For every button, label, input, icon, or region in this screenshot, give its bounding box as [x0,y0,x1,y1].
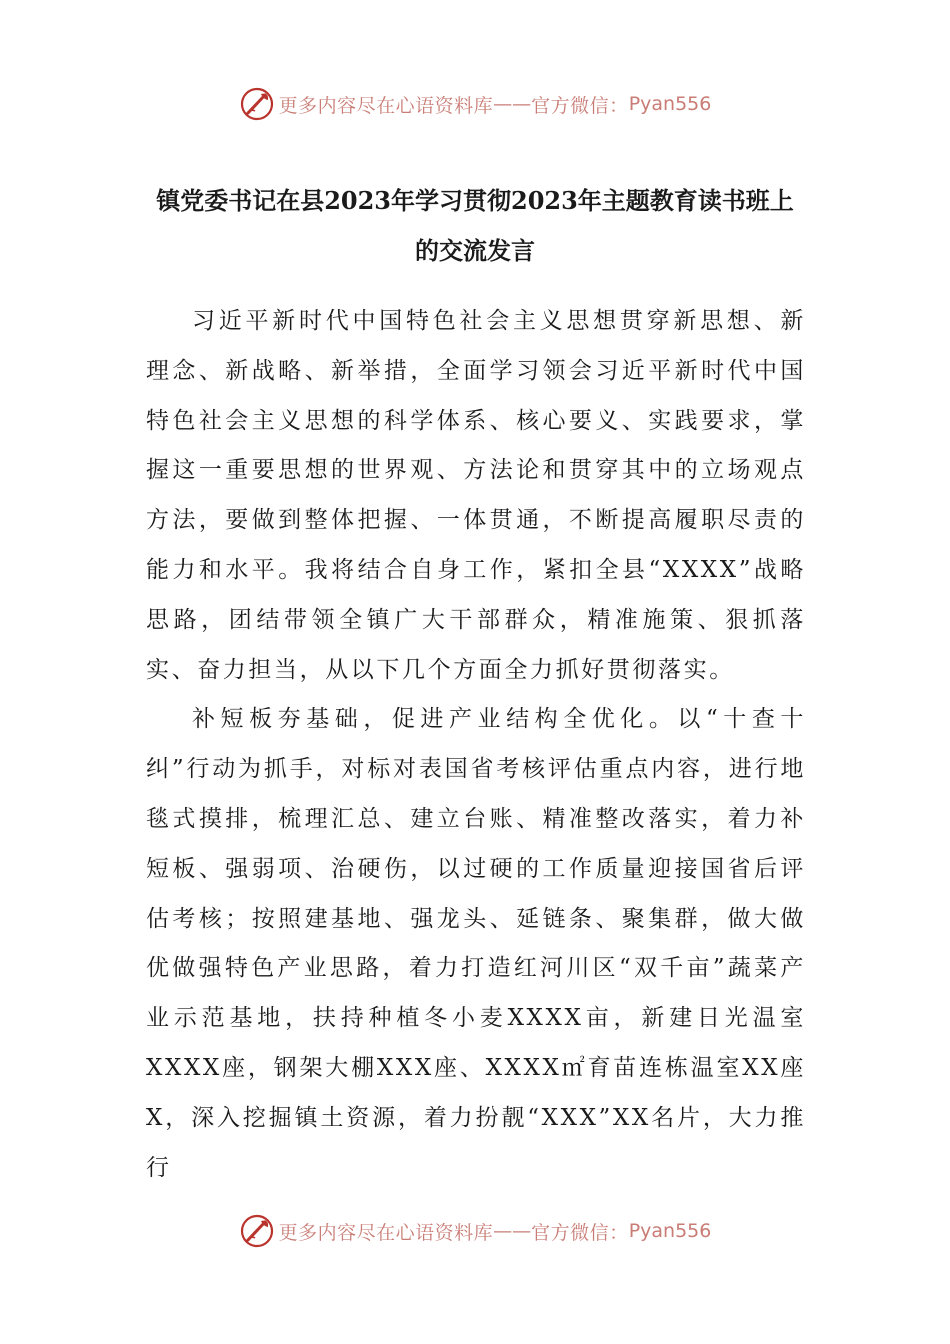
footer-banner [0,1209,950,1253]
document-body [146,297,806,1193]
footer-banner-content [239,1213,712,1249]
document-title-line1: 镇党委书记在县2023年学习贯彻2023年主题教育读书班上 [156,186,794,215]
quill-logo-icon [239,1213,275,1249]
header-banner-dash: —— [493,93,532,115]
footer-banner-dash: —— [493,1220,532,1242]
body-paragraph: 补短板夯基础，促进产业结构全优化。以“十查十纠”行动为抓手，对标对表国省考核评估重点内容，进行地毯式摸排，梳理汇总、建立台账、精准整改落实，着力补短板、强弱项、治硬伤，以过硬的工作质量迎接国省后评估考核；按照建基地、强龙头、延链条、聚集群，做大做优做强特色产业思路，着力打造红河川区“双千亩”蔬菜产业示范基地，扶持种植冬小麦XXXX亩，新建日光温室XXXX座，钢架大棚XXX座、XXXX㎡育苗连栋温室XX座X，深入挖掘镇土资源，着力扮靓“XXX”XX名片，大力推行 [146,706,806,1181]
quill-logo-icon [239,86,275,122]
header-banner-content [239,86,712,122]
document-title [140,176,810,276]
header-banner [0,82,950,126]
header-wechat-label: 官方微信： [531,94,629,117]
footer-banner-text: 更多内容尽在心语资料库 [278,1221,494,1244]
document-title-line2: 的交流发言 [415,236,535,265]
header-banner-text: 更多内容尽在心语资料库 [278,94,494,117]
footer-wechat-label: 官方微信： [531,1221,629,1244]
footer-wechat-id: Pyan556 [628,1220,712,1242]
body-paragraph: 习近平新时代中国特色社会主义思想贯穿新思想、新理念、新战略、新举措，全面学习领会习近平新时代中国特色社会主义思想的科学体系、核心要义、实践要求，掌握这一重要思想的世界观、方法论和贯穿其中的立场观点方法，要做到整体把握、一体贯通，不断提高履职尽责的能力和水平。我将结合自身工作，紧扣全县“XXXX”战略思路，团结带领全镇广大干部群众，精准施策、狠抓落实、奋力担当，从以下几个方面全力抓好贯彻落实。 [146,308,806,683]
header-wechat-id: Pyan556 [628,93,712,115]
